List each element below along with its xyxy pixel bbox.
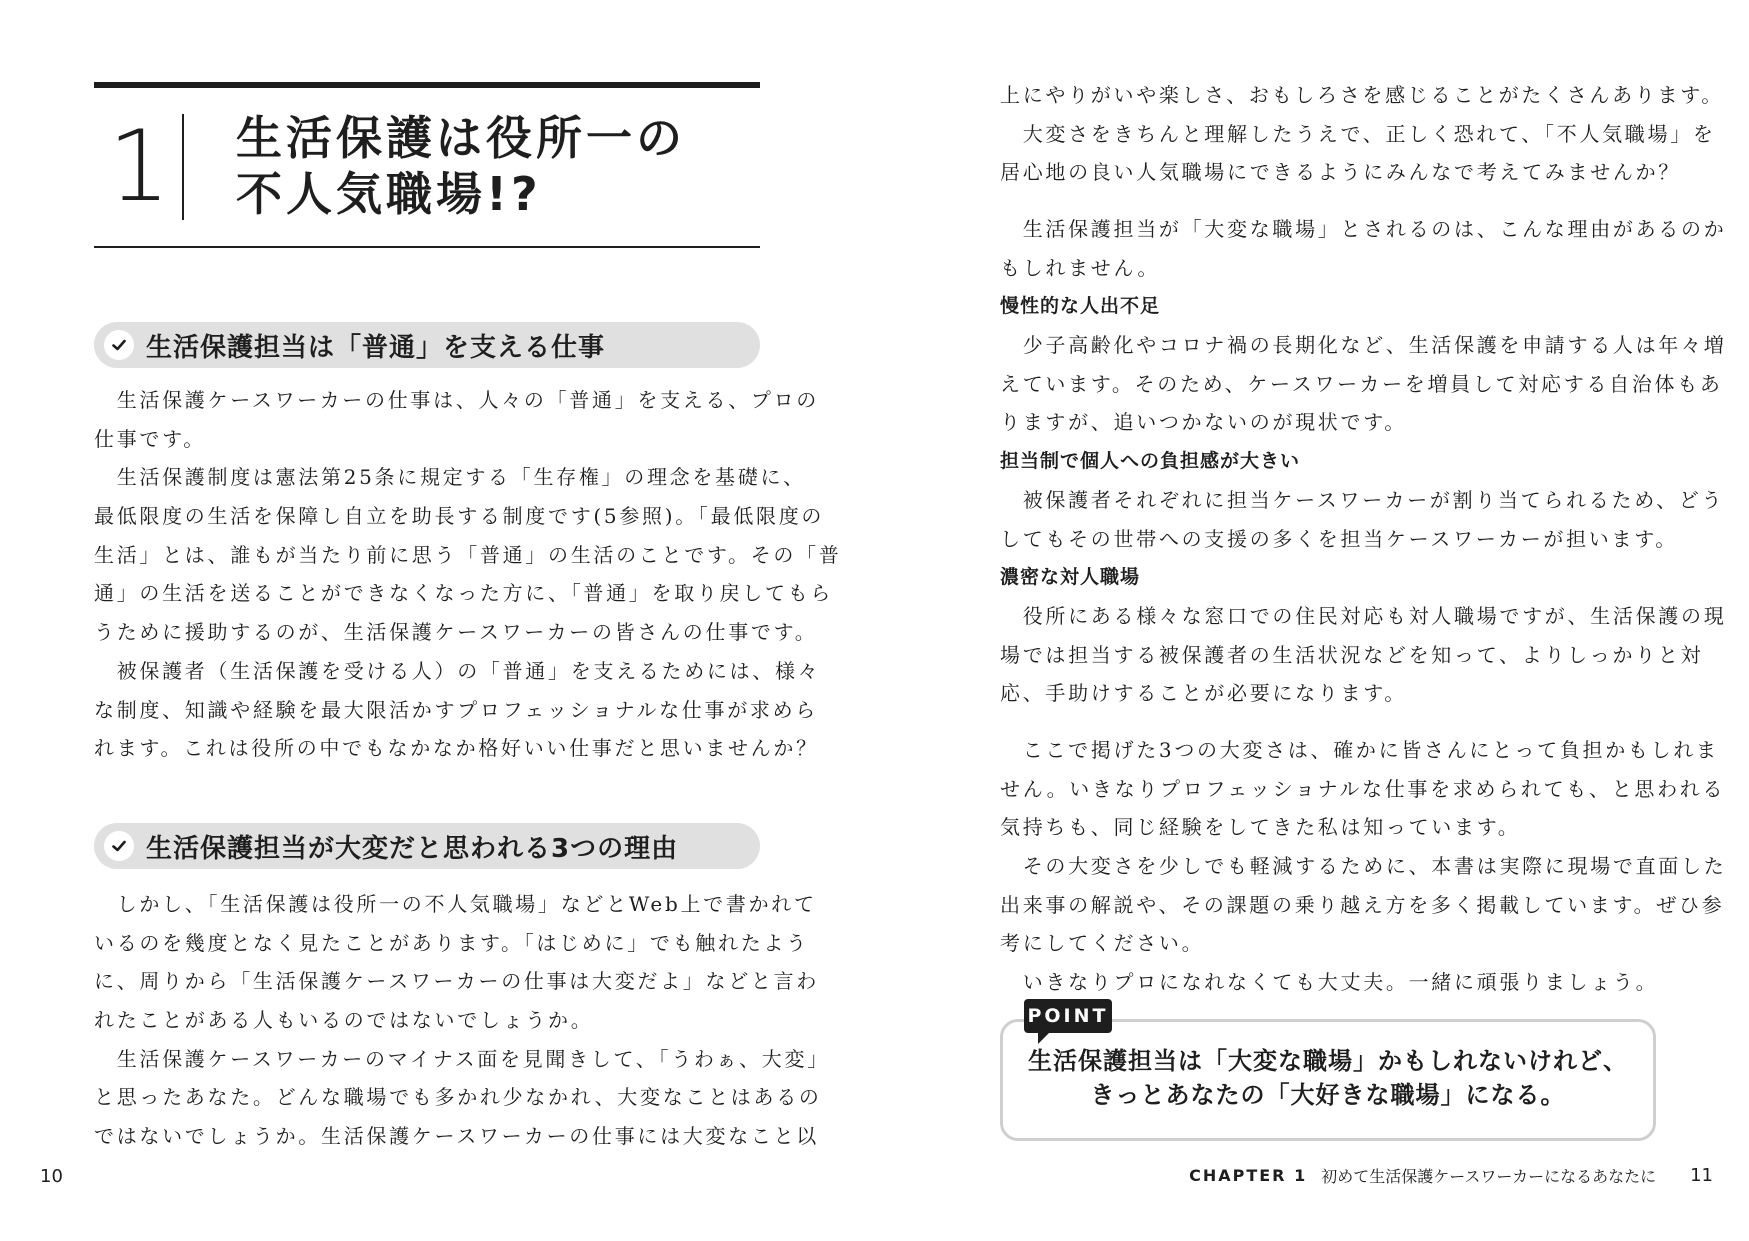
text-line: 通」の生活を送ることができなくなった方に、「普通」を取り戻してもら	[94, 581, 834, 606]
text-line: もしれません。	[1000, 255, 1161, 280]
text-line: 生活保護ケースワーカーのマイナス面を見聞きして、「うわぁ、大変」	[94, 1046, 830, 1071]
text-line: 被保護者それぞれに担当ケースワーカーが割り当てられるため、どう	[1000, 487, 1725, 512]
text-line: 被保護者（生活保護を受ける人）の「普通」を支えるためには、様々	[94, 658, 821, 683]
section-heading-three-reasons	[94, 823, 760, 869]
right-intro-body	[1000, 76, 1724, 192]
text-line: に、周りから「生活保護ケースワーカーの仕事は大変だよ」などと言わ	[94, 969, 819, 994]
text-line: 役所にある様々な窓口での住民対応も対人職場ですが、生活保護の現	[1000, 603, 1727, 628]
right-closing-body	[1000, 731, 1727, 1002]
reason-heading: 慢性的な人出不足	[1000, 295, 1161, 318]
text-line: 生活保護制度は憲法第25条に規定する「生存権」の理念を基礎に、	[94, 465, 806, 490]
text-line: 生活」とは、誰もが当たり前に思う「普通」の生活のことです。その「普	[94, 542, 842, 567]
point-text	[1000, 1044, 1656, 1112]
text-line: 居心地の良い人気職場にできるようにみんなで考えてみませんか？	[1000, 160, 1681, 185]
section-heading-text: 生活保護担当が大変だと思われる3つの理由	[146, 833, 679, 864]
point-text-line: 生活保護担当は「大変な職場」かもしれないけれど、	[1028, 1047, 1628, 1075]
checkmark-icon	[104, 831, 134, 861]
text-line: れたことがある人もいるのではないでしょうか。	[94, 1008, 594, 1033]
section1-body	[94, 381, 842, 768]
reason-heading: 担当制で個人への負担感が大きい	[1000, 450, 1301, 473]
text-line: 上にやりがいや楽しさ、おもしろさを感じることがたくさんあります。	[1000, 83, 1724, 107]
text-line: 場では担当する被保護者の生活状況などを知って、よりしっかりと対	[1000, 642, 1704, 667]
text-line: せん。いきなりプロフェッショナルな仕事を求められても、と思われる	[1000, 776, 1726, 801]
footer-chapter-title: 初めて生活保護ケースワーカーになるあなたに	[1321, 1167, 1657, 1186]
page-number-left: 10	[40, 1166, 63, 1187]
text-line: 仕事です。	[94, 426, 206, 451]
text-line: うために援助するのが、生活保護ケースワーカーの皆さんの仕事です。	[94, 620, 818, 645]
title-bottom-rule	[94, 246, 760, 248]
page-title-line: 生活保護は役所一の	[236, 111, 686, 165]
text-line: ではないでしょうか。生活保護ケースワーカーの仕事には大変なこと以	[94, 1124, 819, 1149]
text-line: 出来事の解説や、その課題の乗り越え方を多く掲載しています。ぜひ参	[1000, 892, 1725, 917]
text-line: 応、手助けすることが必要になります。	[1000, 681, 1407, 706]
point-text-line: きっとあなたの「大好きな職場」になる。	[1090, 1081, 1566, 1109]
checkmark-icon	[104, 330, 134, 360]
text-line: 考にしてください。	[1000, 931, 1205, 956]
text-line: えています。そのため、ケースワーカーを増員して対応する自治体もあ	[1000, 371, 1723, 396]
text-line: その大変さを少しでも軽減するために、本書は実際に現場で直面した	[1000, 854, 1727, 879]
text-line: 気持ちも、同じ経験をしてきた私は知っています。	[1000, 815, 1521, 840]
text-line: してもその世帯への支援の多くを担当ケースワーカーが担います。	[1000, 526, 1678, 551]
text-line: しかし、「生活保護は役所一の不人気職場」などとWeb上で書かれて	[94, 892, 817, 916]
point-tag-tail	[1038, 1032, 1050, 1044]
text-line: な制度、知識や経験を最大限活かすプロフェッショナルな仕事が求めら	[94, 697, 818, 722]
text-line: りますが、追いつかないのが現状です。	[1000, 410, 1407, 435]
text-line: いきなりプロになれなくても大丈夫。一緒に頑張りましょう。	[1000, 970, 1659, 995]
text-line: 少子高齢化やコロナ禍の長期化など、生活保護を申請する人は年々増	[1000, 333, 1727, 358]
section2-body	[94, 885, 830, 1156]
section-heading-ordinary	[94, 322, 760, 368]
text-line: ここで掲げた3つの大変さは、確かに皆さんにとって負担かもしれま	[1000, 738, 1719, 762]
text-line: いるのを幾度となく見たことがあります。「はじめに」でも触れたよう	[94, 930, 809, 955]
page-title-line: 不人気職場!?	[236, 167, 542, 221]
title-top-rule	[94, 82, 760, 88]
text-line: 最低限度の生活を保障し自立を助長する制度です(5参照)。「最低限度の	[94, 504, 825, 529]
page-number-right: 11	[1690, 1165, 1713, 1186]
text-line: 生活保護担当が「大変な職場」とされるのは、こんな理由があるのか	[1000, 217, 1727, 241]
right-reasons-body	[1000, 210, 1727, 713]
point-tag: POINT	[1024, 999, 1112, 1033]
page-title	[236, 110, 756, 222]
text-line: と思ったあなた。どんな職場でも多かれ少なかれ、大変なことはあるの	[94, 1085, 822, 1110]
text-line: れます。これは役所の中でもなかなか格好いい仕事だと思いませんか？	[94, 736, 819, 761]
text-line: 生活保護ケースワーカーの仕事は、人々の「普通」を支える、プロの	[94, 388, 819, 412]
section-heading-text: 生活保護担当は「普通」を支える仕事	[146, 332, 606, 363]
text-line: 大変さをきちんと理解したうえで、正しく恐れて、「不人気職場」を	[1000, 121, 1716, 146]
reason-heading: 濃密な対人職場	[1000, 566, 1141, 589]
running-footer	[1189, 1164, 1713, 1187]
footer-chapter-label: CHAPTER 1	[1189, 1166, 1308, 1185]
title-divider	[182, 114, 184, 220]
chapter-section-number: 1	[108, 110, 171, 224]
